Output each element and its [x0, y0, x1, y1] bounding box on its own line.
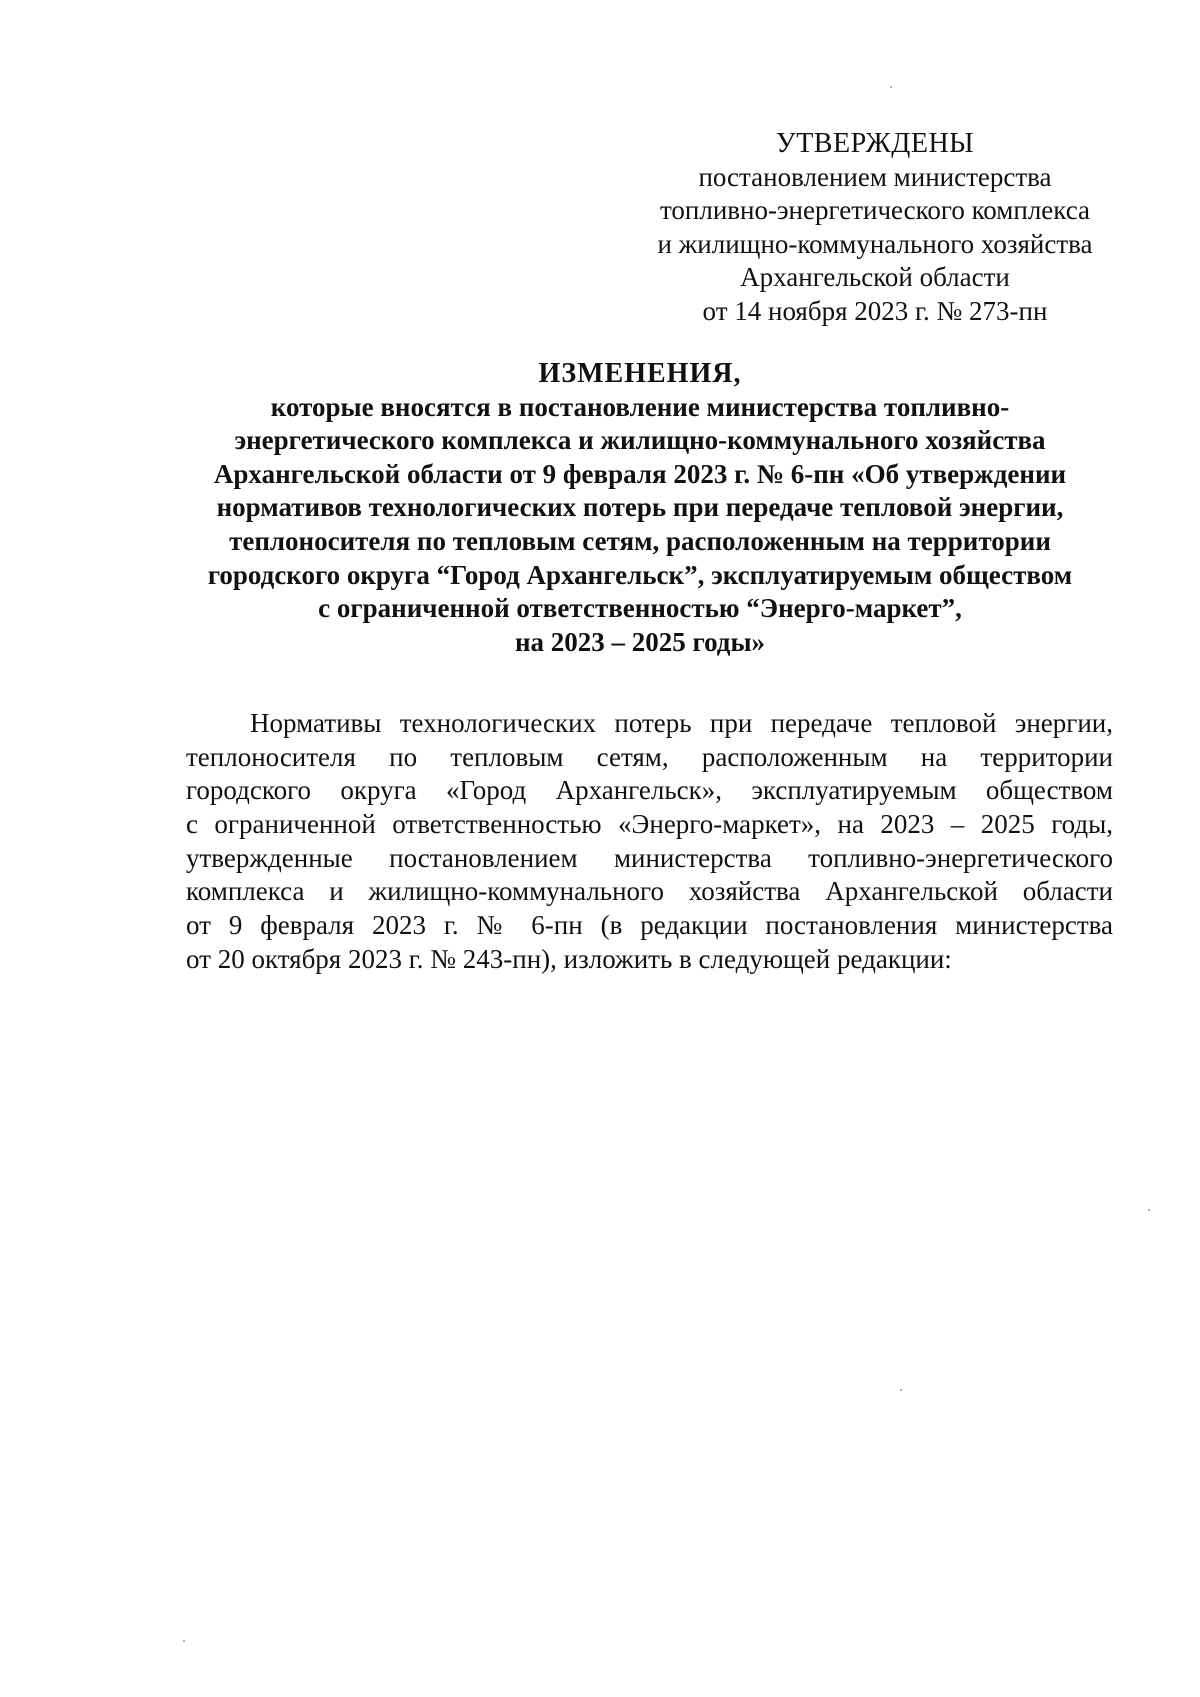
- changes-subtitle-line: теплоносителя по тепловым сетям, расположенным на территории: [229, 525, 1051, 556]
- scan-speck: [890, 86, 892, 88]
- approval-line: топливно-энергетического комплекса: [659, 195, 1091, 225]
- changes-subtitle-line: городского округа “Город Архангельск”, эксплуатируемым обществом: [207, 559, 1073, 590]
- paragraph-line: Нормативы технологических потерь при передаче тепловой энергии,: [250, 708, 1113, 738]
- approval-line: и жилищно-коммунального хозяйства: [657, 228, 1093, 259]
- changes-heading: ИЗМЕНЕНИЯ,: [538, 358, 742, 389]
- paragraph-line: теплоносителя по тепловым сетям, расположенным на территории: [186, 741, 1113, 772]
- paragraph-line: с ограниченной ответственностью «Энерго-маркет», на 2023 – 2025 годы,: [186, 809, 1113, 840]
- changes-subtitle-line: которые вносятся в постановление министерства топливно-: [270, 391, 1010, 422]
- scan-speck: [900, 1389, 902, 1391]
- paragraph-line: городского округа «Город Архангельск», эксплуатируемым обществом: [186, 775, 1113, 806]
- changes-subtitle-line: с ограниченной ответственностью “Энерго-маркет”,: [318, 593, 962, 624]
- changes-subtitle-line: энергетического комплекса и жилищно-коммунального хозяйства: [234, 425, 1046, 456]
- changes-subtitle-line: на 2023 – 2025 годы»: [514, 626, 766, 657]
- changes-title-block: [140, 357, 1140, 659]
- paragraph-line: от 20 октября 2023 г. № 243-пн), изложить в следующей редакции:: [186, 943, 952, 974]
- approval-line: постановлением министерства: [698, 161, 1052, 192]
- paragraph-line: утвержденные постановлением министерства топливно-энергетического: [186, 842, 1113, 873]
- scan-speck: [183, 1640, 185, 1642]
- changes-subtitle-line: Архангельской области от 9 февраля 2023 г. № 6-пн «Об утверждении: [213, 458, 1067, 489]
- paragraph-line: от 9 февраля 2023 г. № 6-пн (в редакции постановления министерства: [186, 910, 1113, 941]
- approval-line: от 14 ноября 2023 г. № 273-пн: [702, 295, 1048, 326]
- approval-title: УТВЕРЖДЕНЫ: [775, 128, 975, 159]
- approval-line: Архангельской области: [740, 262, 1010, 292]
- scan-speck: [1148, 1209, 1150, 1211]
- approval-block: [640, 127, 1110, 328]
- changes-subtitle-line: нормативов технологических потерь при передаче тепловой энергии,: [216, 492, 1064, 523]
- body-paragraph: [186, 707, 1113, 977]
- paragraph-line: комплекса и жилищно-коммунального хозяйства Архангельской области: [186, 876, 1113, 907]
